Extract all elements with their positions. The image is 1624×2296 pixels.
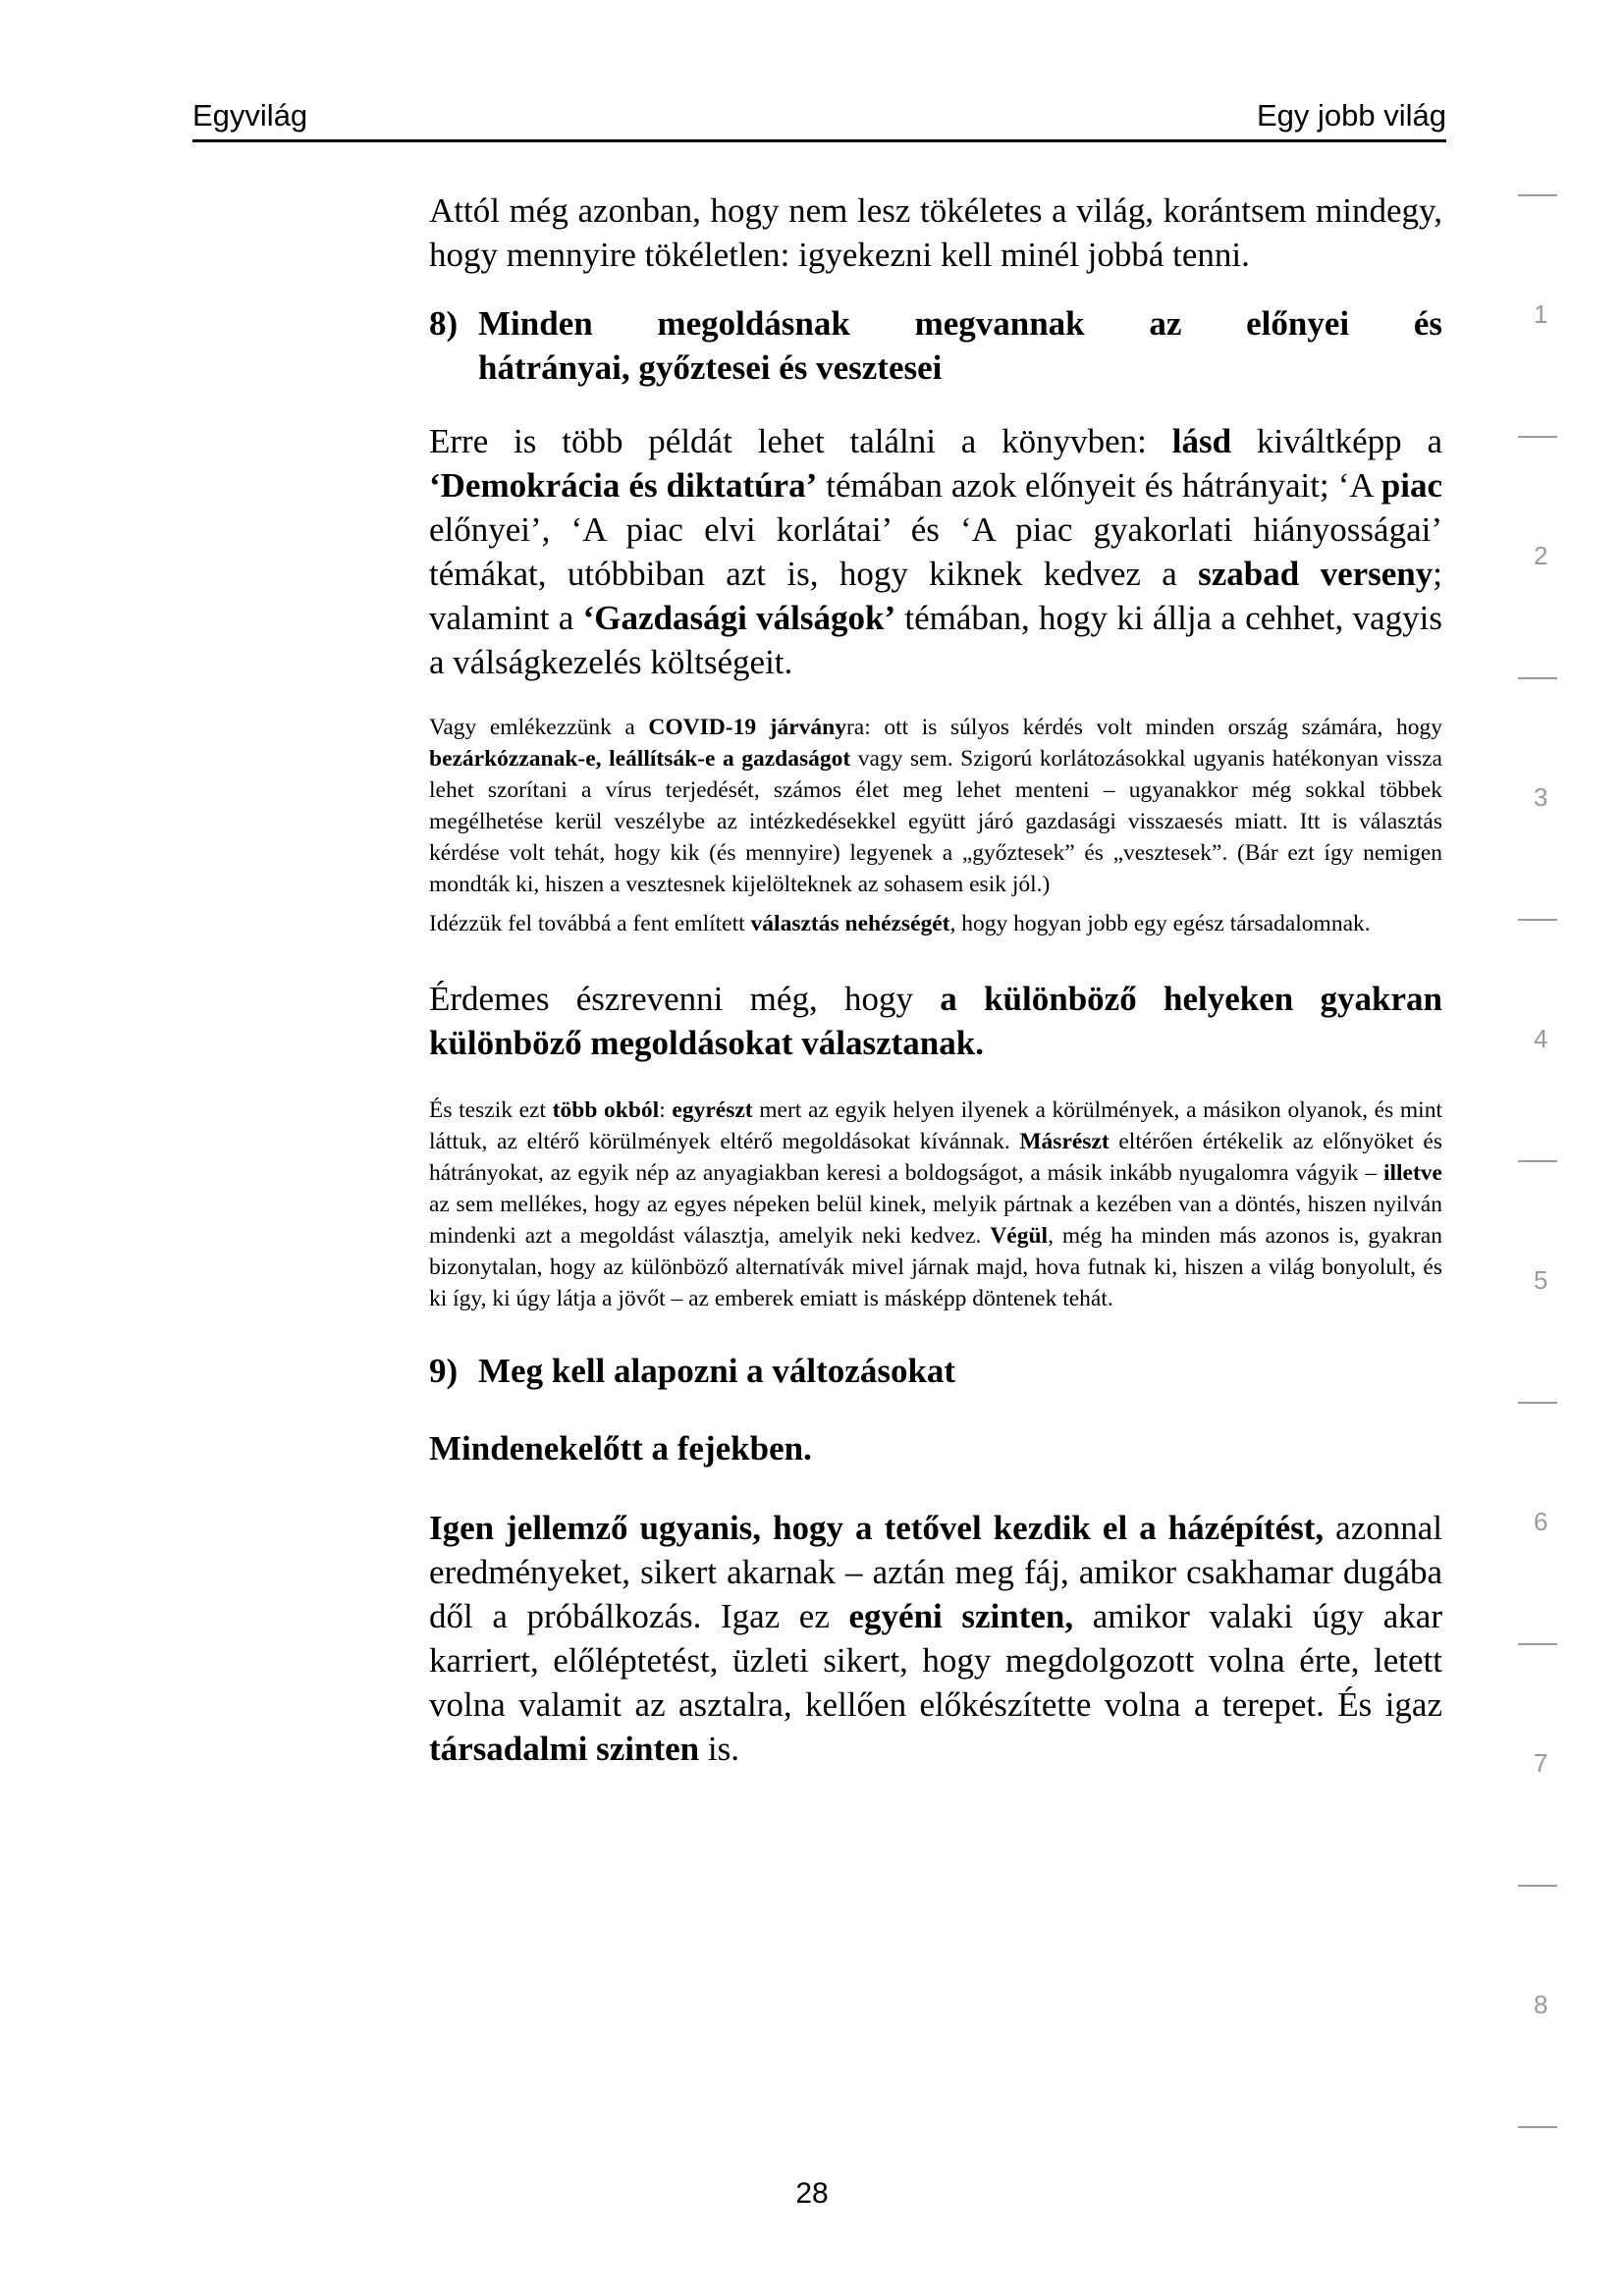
bold-run: társadalmi szinten bbox=[429, 1730, 700, 1768]
text-run: És teszik ezt bbox=[429, 1097, 553, 1123]
text-run: témában, hogy ki állja a cehhet, vagyis a válságkezelés költségeit. bbox=[429, 599, 1442, 681]
text-run: Vagy emlékezzünk a bbox=[429, 715, 649, 740]
text-run: Idézzük fel továbbá a fent említett bbox=[429, 911, 751, 936]
page-number: 28 bbox=[795, 2177, 829, 2210]
text-run: az sem mellékes, hogy az egyes népeken belül kinek, melyik pártnak a kezében van a döntés, hiszen nyilván mindenki azt a megoldást választja, amelyik neki kedvez. bbox=[429, 1192, 1442, 1249]
text-run: Erre is több példát lehet találni a könyvben: bbox=[429, 422, 1172, 460]
text-run: amikor valaki úgy akar karriert, előléptetést, üzleti sikert, hogy megdolgozott volna érte, letett volna valamit az asztalra, kellően előkészítette volna a terepet. És igaz bbox=[429, 1597, 1442, 1724]
bold-run: ‘Gazdasági válságok’ bbox=[582, 599, 896, 637]
bold-run: Igen jellemző ugyanis, hogy a tetővel kezdik el a házépítést, bbox=[429, 1509, 1325, 1547]
bold-run: lásd bbox=[1171, 422, 1232, 460]
ruler-tick bbox=[1518, 2126, 1557, 2128]
ruler-tick bbox=[1518, 1643, 1557, 1645]
text-run: azonnal eredményeket, sikert akarnak – aztán meg fáj, amikor csakhamar dugába dől a próbálkozás. Igaz ez bbox=[429, 1509, 1443, 1635]
bold-run: a különböző helyeken gyakran különböző megoldásokat választanak. bbox=[429, 980, 1442, 1062]
ruler-tick bbox=[1518, 194, 1557, 196]
paragraph-intro: Attól még azonban, hogy nem lesz tökéletes a világ, korántsem mindegy, hogy mennyire tökéletlen: igyekezni kell minél jobbá tenni. bbox=[429, 191, 1442, 274]
heading-line: Minden megoldásnak megvannak az előnyei és bbox=[478, 304, 1442, 343]
bold-run: piac bbox=[1380, 466, 1442, 505]
margin-number: 2 bbox=[1534, 541, 1548, 570]
text-run: kiváltképp a bbox=[1231, 422, 1443, 460]
margin-number: 4 bbox=[1534, 1024, 1548, 1053]
text-run: : bbox=[659, 1097, 673, 1123]
heading-line: hátrányai, győztesei és vesztesei bbox=[478, 348, 943, 387]
ruler-tick bbox=[1518, 1885, 1557, 1887]
text-run: , még ha minden más azonos is, gyakran bizonytalan, hogy az különböző alternatívák mivel járnak majd, hova futnak ki, hiszen a világ bonyolult, és ki így, ki úgy látja a jövőt – az emberek emiatt is másképp döntenek tehát. bbox=[429, 1223, 1442, 1311]
text-run: is. bbox=[699, 1730, 739, 1768]
bold-run: egyrészt bbox=[672, 1097, 753, 1123]
text-run: előnyei’, ‘A piac elvi korlátai’ és ‘A piac gyakorlati hiányosságai’ témákat, utóbbiban azt is, hogy kiknek kedvez a bbox=[429, 510, 1442, 593]
margin-number: 6 bbox=[1534, 1507, 1548, 1536]
section-number: 9) bbox=[429, 1352, 459, 1390]
bold-run: választás nehézségét bbox=[750, 911, 950, 936]
margin-number: 3 bbox=[1534, 782, 1548, 812]
ruler-tick bbox=[1518, 1402, 1557, 1404]
bold-run: COVID-19 járvány bbox=[648, 715, 846, 740]
header-left-title: Egyvilág bbox=[192, 98, 308, 133]
paragraph-different-places bbox=[429, 977, 1442, 1065]
text-run: mert az egyik helyen ilyenek a körülmények, a másikon olyanok, és mint láttuk, az eltérő körülmények eltérő megoldásokat kívánnak. bbox=[429, 1097, 1442, 1154]
text-run: Érdemes észrevenni még, hogy bbox=[429, 980, 941, 1018]
paragraph-choice-difficulty bbox=[429, 908, 1442, 939]
section-number: 8) bbox=[429, 304, 459, 343]
text-run: eltérően értékelik az előnyöket és hátrányokat, az egyik nép az anyagiakban keresi a boldogságot, a másik inkább nyugalomra vágyik – bbox=[429, 1129, 1442, 1186]
paragraph-covid bbox=[429, 712, 1442, 900]
paragraph-reasons bbox=[429, 1095, 1442, 1314]
ruler-tick bbox=[1518, 677, 1557, 679]
text-run: , hogy hogyan jobb egy egész társadalomnak. bbox=[949, 911, 1371, 936]
ruler-tick bbox=[1518, 436, 1557, 438]
bold-run: egyéni szinten, bbox=[848, 1597, 1074, 1635]
bold-run: ‘Demokrácia és diktatúra’ bbox=[429, 466, 818, 505]
bold-run: Másrészt bbox=[1019, 1129, 1110, 1154]
section-heading-9 bbox=[429, 1349, 1442, 1393]
bold-run: Végül bbox=[990, 1223, 1049, 1249]
paragraph-roof-first bbox=[429, 1506, 1442, 1771]
text-run: vagy sem. Szigorú korlátozásokkal ugyanis hatékonyan vissza lehet szorítani a vírus terjedését, számos élet meg lehet menteni – ugyanakkor még sokkal többek megélhetése kerül veszélybe az intézkedésekkel együtt járó gazdasági visszaesés miatt. Itt is választás kérdése volt tehát, hogy kik (és mennyire) legyenek a „győztesek” és „vesztesek”. (Bár ezt így nemigen mondták ki, hiszen a vesztesnek kijelölteknek az sohasem esik jól.) bbox=[429, 746, 1442, 897]
ruler-tick bbox=[1518, 1160, 1557, 1162]
header-right-title: Egy jobb világ bbox=[1256, 98, 1446, 133]
margin-number: 7 bbox=[1534, 1748, 1548, 1778]
paragraph-examples bbox=[429, 419, 1442, 684]
section-heading-8 bbox=[429, 301, 1442, 390]
text-run: ; valamint a bbox=[429, 555, 1443, 637]
bold-run: bezárkózzanak-e, leállítsák-e a gazdaságot bbox=[429, 746, 851, 772]
running-header bbox=[192, 96, 1446, 142]
ruler-tick bbox=[1518, 919, 1557, 921]
margin-number: 8 bbox=[1534, 1990, 1548, 2019]
bold-run: több okból bbox=[552, 1097, 660, 1123]
heading-line: Meg kell alapozni a változásokat bbox=[478, 1352, 956, 1390]
bold-run: illetve bbox=[1382, 1160, 1442, 1186]
page-body bbox=[429, 188, 1442, 1771]
margin-number: 5 bbox=[1534, 1265, 1548, 1295]
margin-number: 1 bbox=[1534, 299, 1548, 329]
text-run: ra: ott is súlyos kérdés volt minden ország számára, hogy bbox=[845, 715, 1442, 740]
text-run: témában azok előnyeit és hátrányait; ‘A bbox=[817, 466, 1381, 505]
bold-run: szabad verseny bbox=[1198, 555, 1434, 593]
paragraph-in-heads: Mindenekelőtt a fejekben. bbox=[429, 1429, 812, 1468]
